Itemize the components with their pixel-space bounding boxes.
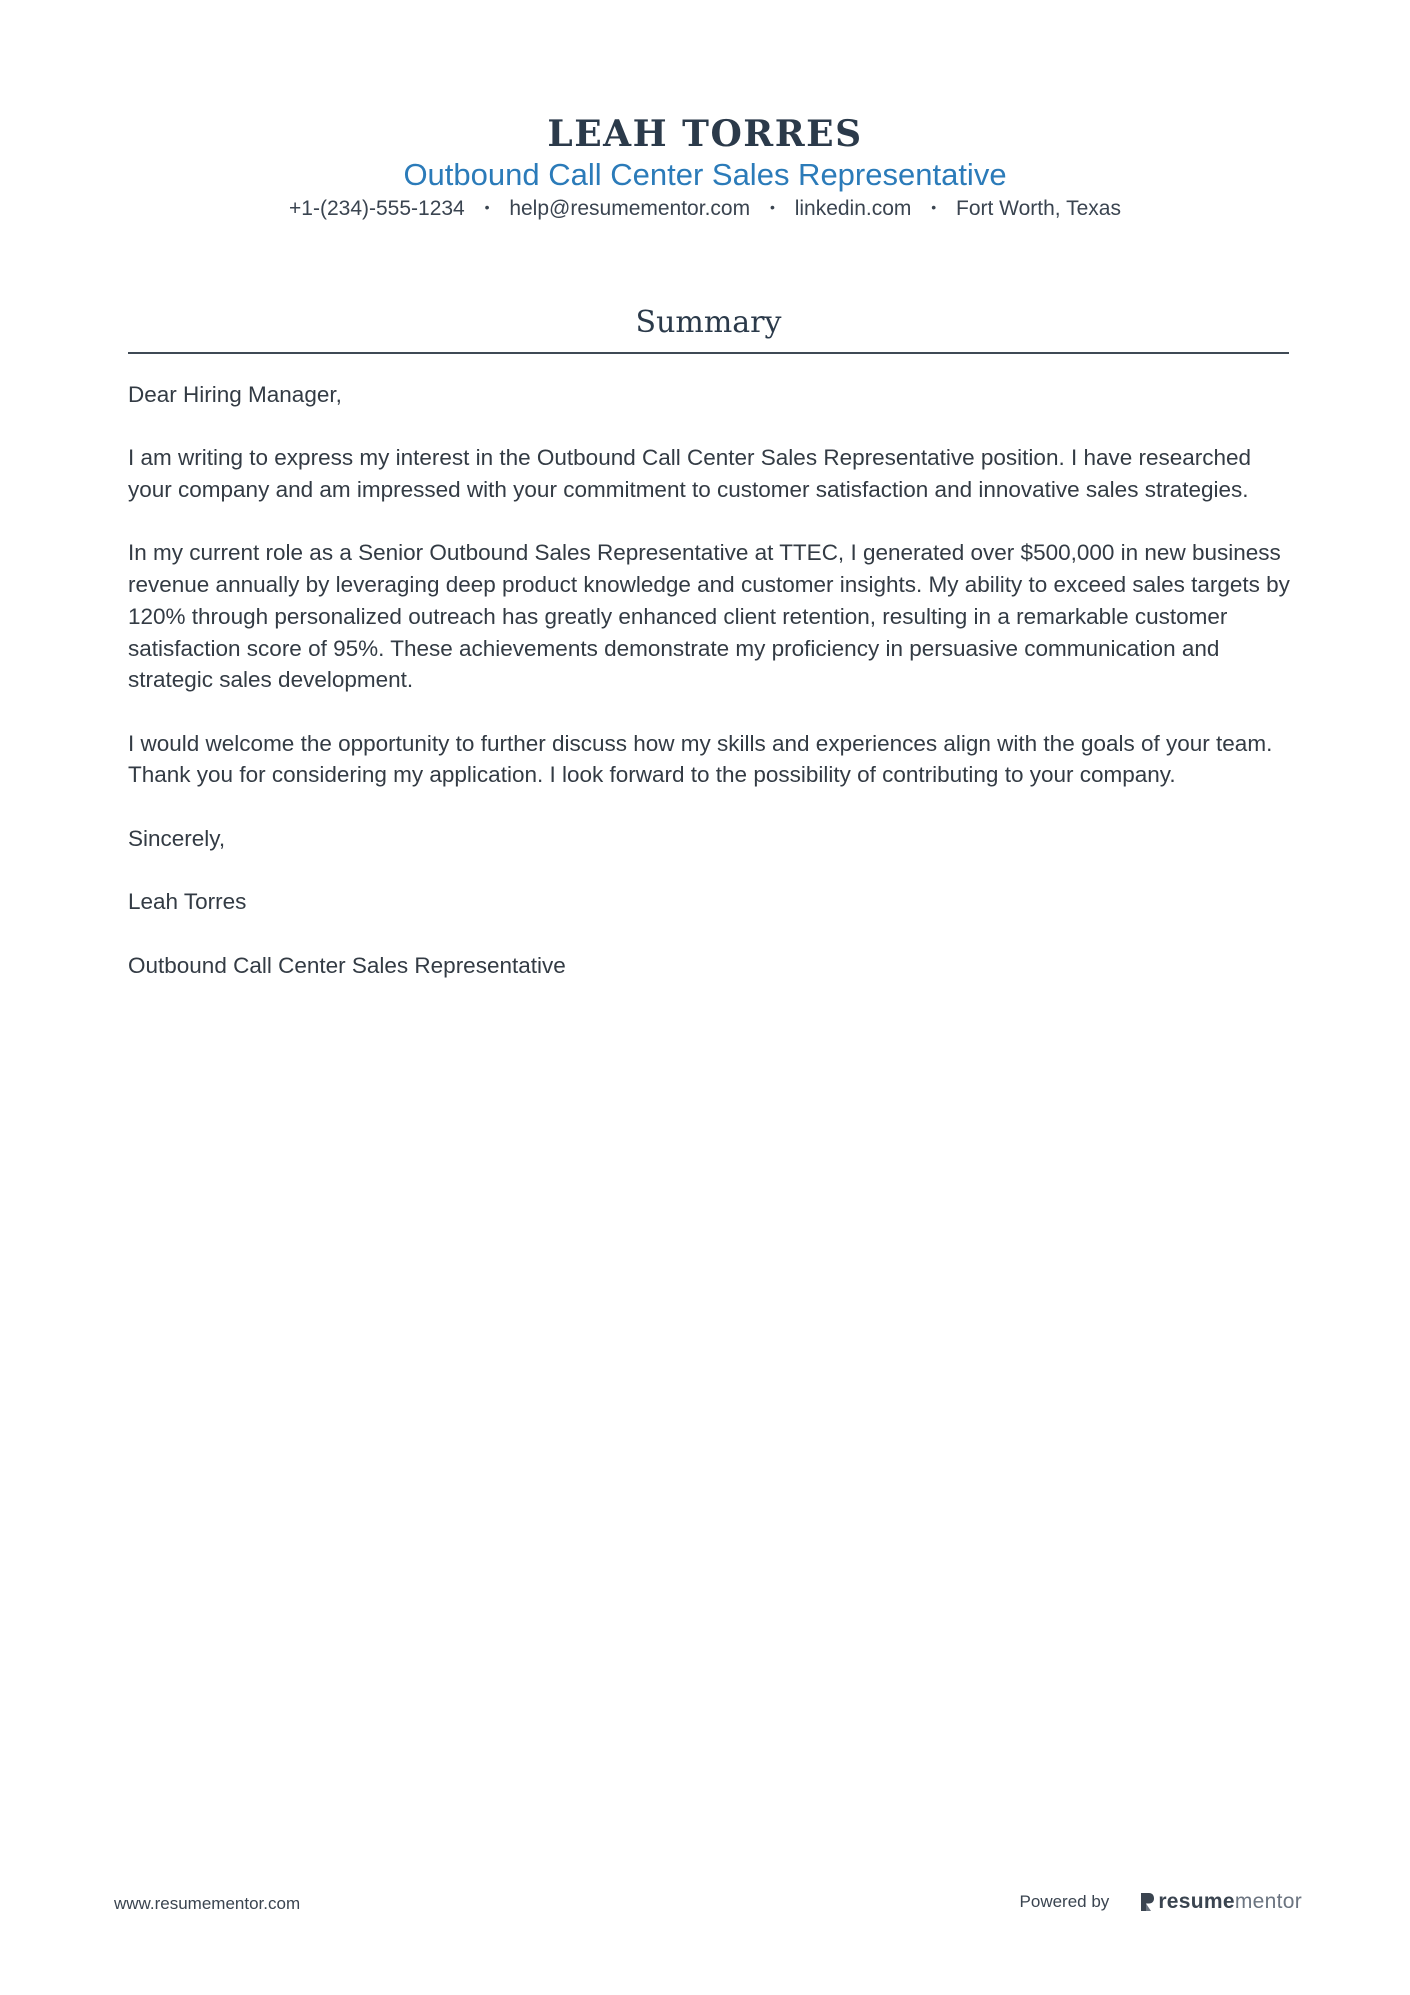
candidate-name: LEAH TORRES	[547, 113, 863, 155]
letter-closing: Sincerely,	[128, 825, 226, 851]
contact-location: Fort Worth, Texas	[956, 197, 1121, 220]
letter-paragraph: I would welcome the opportunity to further discuss how my skills and experiences align with the goals of your team. Thank you for considering my application. I look forward to the possibility of contributing to your company.	[128, 730, 1273, 788]
letter-header	[0, 112, 1410, 224]
signature-name: Leah Torres	[128, 889, 247, 915]
contact-separator: •	[769, 199, 775, 216]
section-title: Summary	[635, 305, 782, 340]
resumementor-logo-icon	[1139, 1892, 1155, 1912]
brand-logo	[1139, 1890, 1302, 1914]
brand-name-light: mentor	[1234, 1890, 1302, 1913]
contact-phone: +1-(234)-555-1234	[289, 197, 465, 220]
letter-greeting: Dear Hiring Manager,	[128, 382, 342, 407]
section-divider	[128, 352, 1289, 354]
candidate-role: Outbound Call Center Sales Representative	[403, 157, 1007, 192]
letter-paragraph: I am writing to express my interest in the Outbound Call Center Sales Representative position. I have researched your company and am impressed with your commitment to customer satisfaction and innovative sales strategies.	[128, 445, 1252, 503]
signature-title: Outbound Call Center Sales Representative	[128, 952, 566, 978]
contact-separator: •	[484, 199, 490, 216]
contact-email: help@resumementor.com	[509, 197, 751, 220]
contact-separator: •	[931, 199, 937, 216]
contact-linkedin: linkedin.com	[794, 197, 912, 220]
contact-line	[0, 194, 1410, 224]
letter-body	[128, 379, 1293, 1013]
brand-name-bold: resume	[1158, 1890, 1235, 1913]
footer-branding	[1020, 1888, 1302, 1916]
letter-paragraph: In my current role as a Senior Outbound Sales Representative at TTEC, I generated over $500,000 in new business revenue annually by leveraging deep product knowledge and customer insights. My ability to exceed sales targets by 120% through personalized outreach has greatly enhanced client retention, resulting in a remarkable customer satisfaction score of 95%. These achievements demonstrate my proficiency in persuasive communication and strategic sales development.	[128, 540, 1290, 693]
powered-by-label: Powered by	[1019, 1892, 1110, 1911]
footer-website: www.resumementor.com	[114, 1894, 301, 1913]
